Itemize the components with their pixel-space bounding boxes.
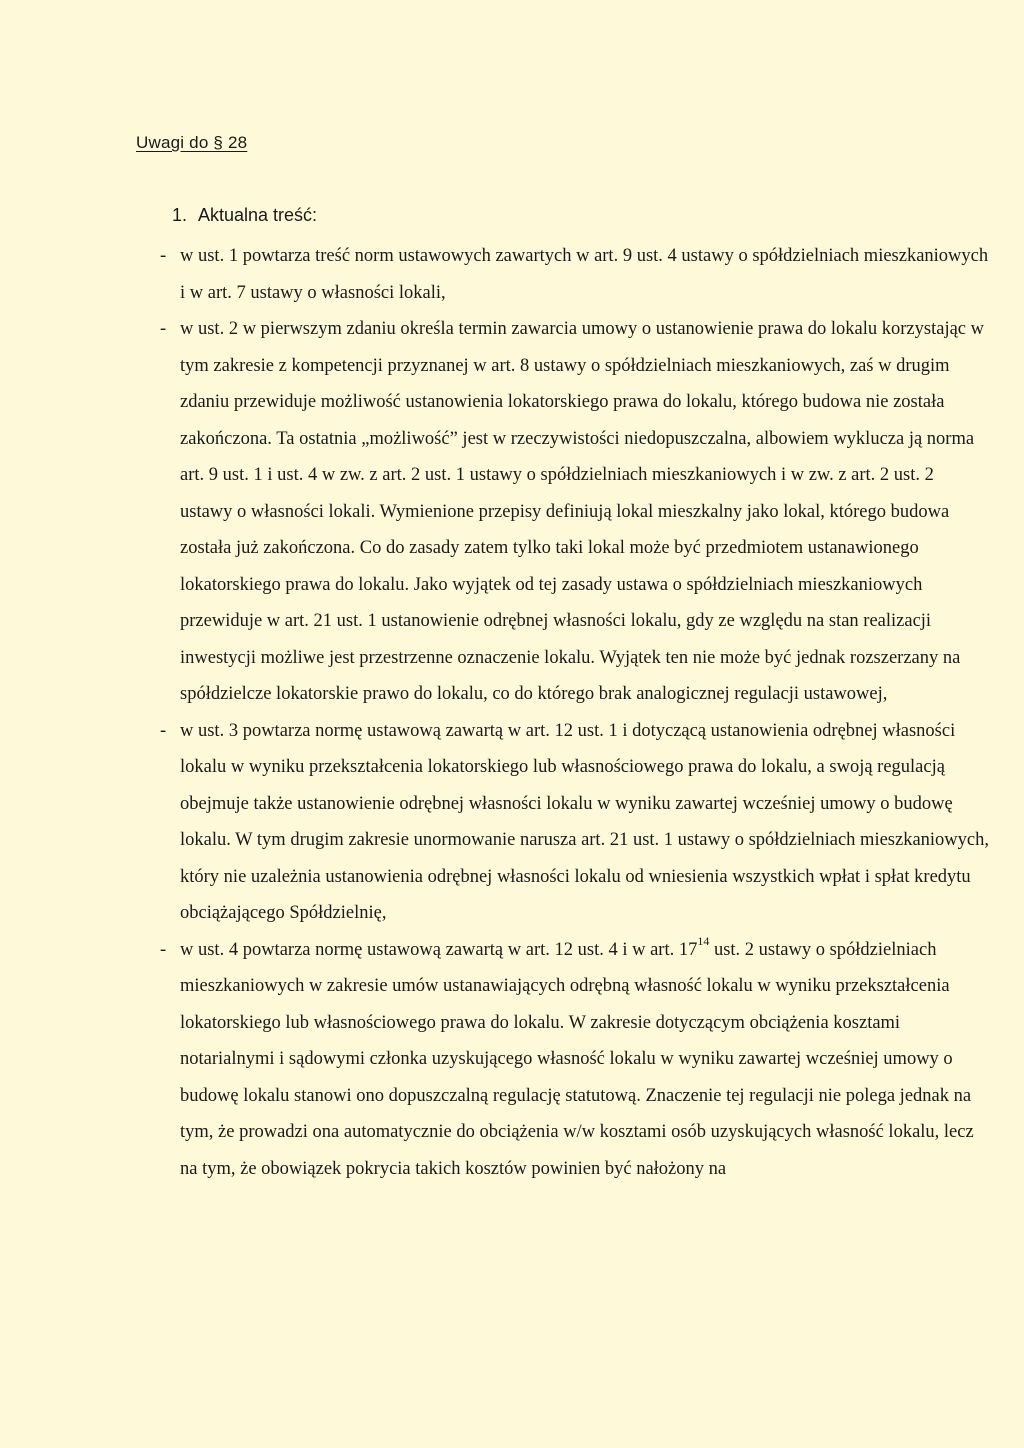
remark-item-2 <box>0 311 990 713</box>
subsection-title-text: Aktualna treść: <box>198 205 318 225</box>
remark-text-end: ust. 2 ustawy o spółdzielniach mieszkaniowych w zakresie umów ustanawiających odrębną własność lokalu w wyniku przekształcenia lokatorskiego lub własnościowego prawa do lokalu. W zakresie dotyczącym obciążenia kosztami notarialnymi i sądowymi członka uzyskującego własność lokalu w wyniku zawartej wcześniej umowy o budowę lokalu stanowi ono dopuszczalną regulację statutową. Znaczenie tej regulacji nie polega jednak na tym, że prowadzi ona automatycznie do obciążenia w/w kosztami osób uzyskujących własność lokalu, lecz na tym, że obowiązek pokrycia takich kosztów powinien być nałożony na <box>180 939 974 1179</box>
remark-text-start: w ust. 4 powtarza normę ustawową zawartą w art. 12 ust. 4 i w art. 17 <box>180 939 698 960</box>
article-superscript: 14 <box>697 934 710 949</box>
subsection-title <box>172 205 317 226</box>
remarks-list <box>0 238 1024 1187</box>
remark-text: w ust. 3 powtarza normę ustawową zawartą w art. 12 ust. 1 i dotyczącą ustanowienia odrębnej własności lokalu w wyniku przekształcenia lokatorskiego lub własnościowego prawa do lokalu, a swoją regulacją obejmuje także ustanowienie odrębnej własności lokalu w wyniku zawartej wcześniej umowy o budowę lokalu. W tym drugim zakresie unormowanie narusza art. 21 ust. 1 ustawy o spółdzielniach mieszkaniowych, który nie uzależnia ustanowienia odrębnej własności lokalu od wniesienia wszystkich wpłat i spłat kredytu obciążającego Spółdzielnię, <box>180 720 990 923</box>
list-dash: - <box>160 246 167 266</box>
remark-text: w ust. 2 w pierwszym zdaniu określa termin zawarcia umowy o ustanowienie prawa do lokalu korzystając w tym zakresie z kompetencji przyznanej w art. 8 ustawy o spółdzielniach mieszkaniowych, zaś w drugim zdaniu przewiduje możliwość ustanowienia lokatorskiego prawa do lokalu, którego budowa nie została zakończona. Ta ostatnia „możliwość” jest w rzeczywistości niedopuszczalna, albowiem wyklucza ją norma art. 9 ust. 1 i ust. 4 w zw. z art. 2 ust. 1 ustawy o spółdzielniach mieszkaniowych i w zw. z art. 2 ust. 2 ustawy o własności lokali. Wymienione przepisy definiują lokal mieszkalny jako lokal, którego budowa została już zakończona. Co do zasady zatem tylko taki lokal może być przedmiotem ustanawionego lokatorskiego prawa do lokalu. Jako wyjątek od tej zasady ustawa o spółdzielniach mieszkaniowych przewiduje w art. 21 ust. 1 ustanowienie odrębnej własności lokalu, gdy ze względu na stan realizacji inwestycji możliwe jest przestrzenne oznaczenie lokalu. Wyjątek ten nie może być jednak rozszerzany na spółdzielcze lokatorskie prawo do lokalu, co do którego brak analogicznej regulacji ustawowej, <box>180 319 984 704</box>
remark-text: w ust. 1 powtarza treść norm ustawowych zawartych w art. 9 ust. 4 ustawy o spółdzielniach mieszkaniowych i w art. 7 ustawy o własności lokali, <box>180 246 989 303</box>
section-heading: Uwagi do § 28 <box>136 133 248 152</box>
list-dash: - <box>160 939 167 960</box>
remark-item-1 <box>0 238 990 311</box>
list-dash: - <box>160 720 167 741</box>
subsection-number: 1. <box>172 205 188 225</box>
remark-item-4 <box>0 932 990 1188</box>
list-dash: - <box>160 319 167 339</box>
remark-item-3 <box>0 713 990 932</box>
